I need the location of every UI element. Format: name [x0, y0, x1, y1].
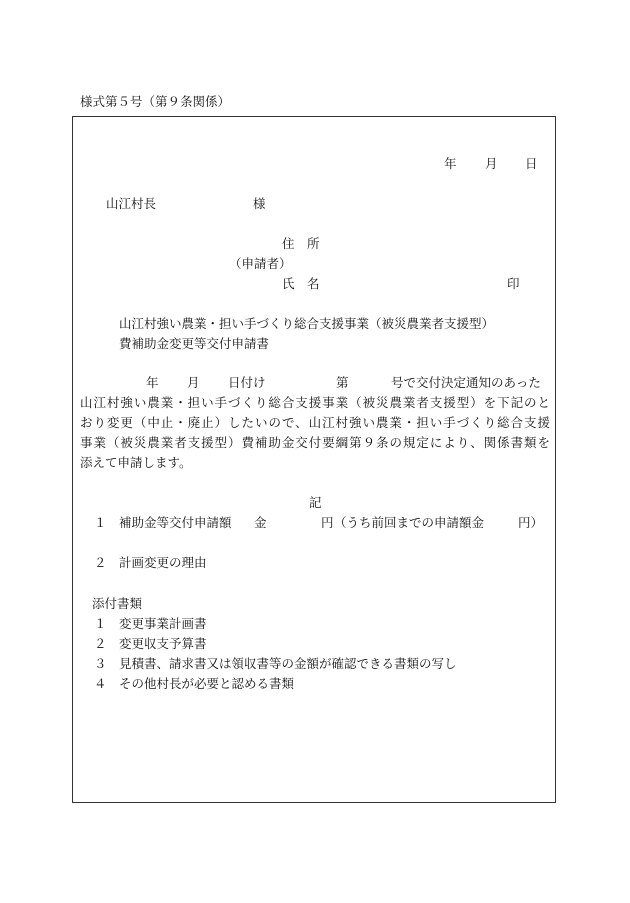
- body-line4: 事業（被災農業者支援型）費補助金交付要綱第９条の規定により、関係書類を: [80, 435, 550, 450]
- attachment-4-number: ４: [94, 676, 107, 691]
- form-label: 様式第５号（第９条関係）: [80, 94, 231, 109]
- body-year: 年: [146, 375, 159, 390]
- date-month: 月: [485, 156, 498, 171]
- item-1-label: 補助金等交付申請額: [119, 515, 232, 530]
- ki-heading: 記: [309, 495, 322, 510]
- item-1-number: １: [94, 515, 107, 530]
- item-1-yen: 円: [321, 515, 334, 530]
- date-year: 年: [444, 156, 457, 171]
- applicant-address-label: 住 所: [282, 236, 320, 251]
- date-day: 日: [525, 156, 538, 171]
- attachment-2-text: 変更収支予算書: [119, 636, 207, 651]
- addressee-honorific: 様: [253, 196, 266, 211]
- attachment-3-text: 見積書、請求書又は領収書等の金額が確認できる書類の写し: [119, 656, 457, 671]
- attachment-1-text: 変更事業計画書: [119, 616, 207, 631]
- attachment-4-text: その他村長が必要と認める書類: [119, 676, 295, 691]
- applicant-role-label: （申請者）: [229, 256, 292, 271]
- item-1-note-open: （うち前回までの申請額金: [334, 515, 485, 530]
- title-line2: 費補助金変更等交付申請書: [119, 336, 270, 351]
- attachment-3-number: ３: [94, 656, 107, 671]
- body-line5: 添えて申請します。: [80, 455, 192, 470]
- addressee-name: 山江村長: [106, 196, 157, 211]
- item-1-note-close: 円）: [518, 515, 544, 530]
- body-line3: おり変更（中止・廃止）したいので、山江村強い農業・担い手づくり総合支援: [80, 415, 550, 430]
- attachments-heading: 添付書類: [92, 596, 143, 611]
- body-number-prefix: 第: [336, 375, 349, 390]
- title-line1: 山江村強い農業・担い手づくり総合支援事業（被災農業者支援型）: [119, 316, 495, 331]
- applicant-seal: 印: [507, 276, 520, 291]
- item-2-label: 計画変更の理由: [119, 555, 207, 570]
- body-line1-suffix: 号で交付決定通知のあった: [391, 375, 541, 390]
- attachment-1-number: １: [94, 616, 107, 631]
- applicant-name-label: 氏 名: [282, 276, 320, 291]
- item-2-number: ２: [94, 555, 107, 570]
- attachment-2-number: ２: [94, 636, 107, 651]
- body-line2: 山江村強い農業・担い手づくり総合支援事業（被災農業者支援型）を下記のと: [80, 395, 550, 410]
- body-month: 月: [187, 375, 200, 390]
- item-1-currency-prefix: 金: [254, 515, 267, 530]
- body-day: 日付け: [228, 375, 266, 390]
